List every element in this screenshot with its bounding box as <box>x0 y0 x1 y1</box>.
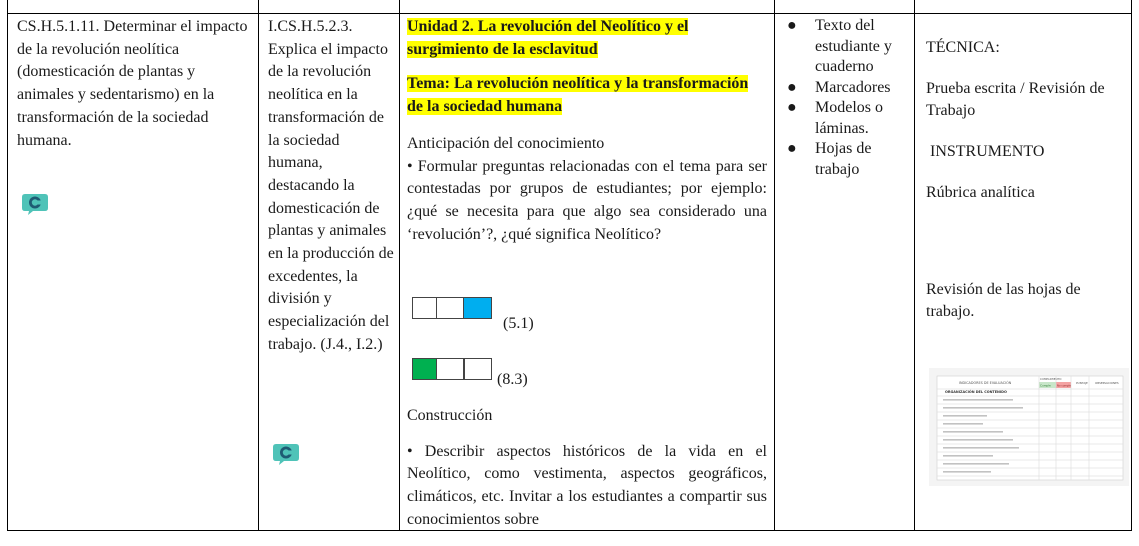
skill-criterion-cell <box>17 16 253 152</box>
svg-text:OBSERVACIONES: OBSERVACIONES <box>1095 381 1119 385</box>
svg-text:INDICADORES DE EVALUACIÓN: INDICADORES DE EVALUACIÓN <box>959 381 1012 385</box>
indicator-box <box>412 297 437 319</box>
activities-cell <box>407 16 767 246</box>
technique-label: TÉCNICA: <box>926 39 1000 56</box>
indicator-box-filled <box>412 358 437 380</box>
rubric-thumbnail <box>929 368 1129 486</box>
progress-indicator-blue <box>412 297 492 319</box>
indicator-box-filled <box>463 297 492 319</box>
anticipation-text: • Formular preguntas relacionadas con el tema para ser contestadas por grupos de estudiantes; por ejemplo: ¿qué se necesita para que algo sea considerado una ‘revolución’?, ¿qué significa Neolítico? <box>407 157 767 243</box>
column-divider <box>774 0 775 531</box>
topic-title: Tema: La revolución neolítica y la transformación de la sociedad humana <box>407 75 749 116</box>
column-divider <box>399 0 400 531</box>
anticipation-heading: Anticipación del conocimiento <box>407 134 605 152</box>
list-item: ● Marcadores <box>787 78 891 96</box>
construction-text: • Describir aspectos históricos de la vida en el Neolítico, como vestimenta, aspectos geográficos, climáticos, etc. Invitar a los estudiantes a compartir sus conocimientos sobre <box>407 442 767 528</box>
evaluation-cell <box>926 37 1126 324</box>
technique-value: Prueba escrita / Revisión de Trabajo <box>926 79 1105 120</box>
instrument-value: Rúbrica analítica <box>926 183 1035 201</box>
progress-indicator-green <box>412 358 492 380</box>
svg-text:CUMPLIMIENTO: CUMPLIMIENTO <box>1040 377 1062 381</box>
skill-criterion-text: CS.H.5.1.11. Determinar el impacto de la revolución neolítica (domesticación de plantas y animales y sedentarismo) en la transformación de la sociedad humana. <box>17 18 248 149</box>
unit-title: Unidad 2. La revolución del Neolítico y el surgimiento de la esclavitud <box>407 18 689 58</box>
indicator-box <box>436 358 465 380</box>
c-speech-bubble-icon <box>21 192 49 214</box>
evaluation-indicator-text: I.CS.H.5.2.3. Explica el impacto de la revolución neolítica en la transformación de la sociedad humana, destacando la domesticación de plantas y animales en la producción de excedentes, la división y especialización del trabajo. (J.4., I.2.) <box>268 18 394 353</box>
list-item: ● Texto del estudiante y cuaderno <box>787 17 892 75</box>
c-speech-bubble-icon <box>272 442 300 464</box>
svg-text:No cumple: No cumple <box>1057 384 1071 388</box>
resources-list <box>785 16 911 180</box>
svg-text:PUNTAJE: PUNTAJE <box>1076 381 1088 385</box>
evaluation-indicator-cell <box>268 16 394 357</box>
column-divider <box>914 0 915 531</box>
table-top-border <box>7 13 1132 14</box>
list-item: ● Modelos o láminas. <box>787 99 883 137</box>
indicator-label: (8.3) <box>497 371 528 388</box>
instrument-label: INSTRUMENTO <box>930 143 1045 161</box>
list-item: ● Hojas de trabajo <box>787 140 872 178</box>
indicator-label: (5.1) <box>503 315 534 332</box>
svg-text:ORGANIZACIÓN DEL CONTENIDO: ORGANIZACIÓN DEL CONTENIDO <box>945 390 1007 394</box>
column-divider <box>1131 0 1132 531</box>
review-text: Revisión de las hojas de trabajo. <box>926 280 1081 321</box>
column-divider <box>7 0 8 531</box>
svg-text:Cumple: Cumple <box>1040 383 1051 388</box>
indicator-box <box>436 297 465 319</box>
column-divider <box>258 0 259 531</box>
indicator-box <box>463 358 492 380</box>
construction-heading: Construcción <box>407 407 493 424</box>
